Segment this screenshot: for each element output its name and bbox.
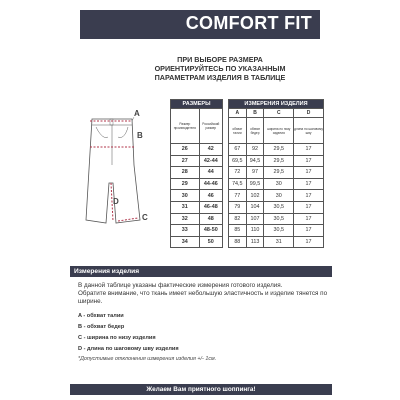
- table-cell: 102: [246, 190, 264, 202]
- table-cell: 26: [171, 144, 200, 156]
- measurement-legend: [78, 311, 218, 355]
- table-cell: 29,5: [264, 167, 294, 179]
- table-cell: 17: [294, 190, 324, 202]
- table-cell: 17: [294, 144, 324, 156]
- legend-item: B - обхват бедер: [78, 324, 125, 330]
- table-cell: 110: [246, 225, 264, 237]
- sub-hips: обхват бедер: [246, 118, 264, 144]
- table-cell: 17: [294, 236, 324, 248]
- table-cell: 97: [246, 167, 264, 179]
- table-cell: 30: [264, 190, 294, 202]
- table-cell: 30: [171, 190, 200, 202]
- table-cell: 99,5: [246, 178, 264, 190]
- letter-d: D: [294, 109, 324, 118]
- table-cell: 48: [199, 213, 222, 225]
- table-cell: 88: [229, 236, 247, 248]
- table-cell: 46: [199, 190, 222, 202]
- table-cell: 79: [229, 201, 247, 213]
- legend-item: A - обхват талии: [78, 313, 124, 319]
- measurement-table-header: ИЗМЕРЕНИЯ ИЗДЕЛИЯ: [229, 100, 324, 109]
- table-cell: 17: [294, 213, 324, 225]
- shorts-diagram: [82, 105, 162, 240]
- intro-line: ОРИЕНТИРУЙТЕСЬ ПО УКАЗАННЫМ: [154, 63, 286, 73]
- label-d: D: [113, 197, 119, 206]
- table-cell: 17: [294, 167, 324, 179]
- table-cell: 30,5: [264, 201, 294, 213]
- table-cell: 42-44: [199, 155, 222, 167]
- table-cell: 17: [294, 155, 324, 167]
- footer-bar: [70, 384, 332, 395]
- table-cell: 17: [294, 225, 324, 237]
- table-cell: 82: [229, 213, 247, 225]
- table-cell: 44: [199, 167, 222, 179]
- table-cell: 113: [246, 236, 264, 248]
- table-cell: 72: [229, 167, 247, 179]
- table-cell: 50: [199, 236, 222, 248]
- paragraph-1: В данной таблице указаны фактические измерения готового изделия.: [78, 282, 283, 289]
- legend-item: C - ширина по низу изделия: [78, 335, 156, 341]
- sub-hem-width: ширина по низу изделия: [264, 118, 294, 144]
- legend-item: D - длина по шаговому шву изделия: [78, 346, 179, 352]
- table-cell: 30: [264, 178, 294, 190]
- col-manufacturer-size: Размер производителя: [171, 109, 200, 144]
- table-cell: 29,5: [264, 155, 294, 167]
- tolerance-note: *Допустимые отклонения измерения изделия +/- 1см.: [78, 356, 217, 362]
- label-c: C: [142, 213, 148, 222]
- label-a: A: [134, 109, 140, 118]
- table-cell: 31: [171, 201, 200, 213]
- sub-inseam: длина по шаговому шву: [294, 118, 324, 144]
- table-cell: 85: [229, 225, 247, 237]
- size-table: [170, 99, 223, 248]
- table-cell: 30,5: [264, 213, 294, 225]
- section-title: Измерения изделия: [74, 267, 140, 275]
- shorts-illustration: [82, 105, 162, 240]
- table-cell: 27: [171, 155, 200, 167]
- table-cell: 46-48: [199, 201, 222, 213]
- table-cell: 30,5: [264, 225, 294, 237]
- table-cell: 107: [246, 213, 264, 225]
- col-russian-size: Российский размер: [199, 109, 222, 144]
- sub-waist: обхват талии: [229, 118, 247, 144]
- table-cell: 104: [246, 201, 264, 213]
- table-cell: 44-46: [199, 178, 222, 190]
- size-table-header: РАЗМЕРЫ: [171, 100, 223, 109]
- table-cell: 28: [171, 167, 200, 179]
- section-title-bar: [70, 266, 332, 277]
- letter-a: A: [229, 109, 247, 118]
- intro-line: ПРИ ВЫБОРЕ РАЗМЕРА: [177, 55, 263, 64]
- table-cell: 42: [199, 144, 222, 156]
- table-cell: 69,5: [229, 155, 247, 167]
- table-cell: 32: [171, 213, 200, 225]
- table-cell: 77: [229, 190, 247, 202]
- intro-text: [150, 56, 290, 82]
- letter-c: C: [264, 109, 294, 118]
- table-cell: 29,5: [264, 144, 294, 156]
- table-cell: 48-50: [199, 225, 222, 237]
- measurement-table: [228, 99, 324, 248]
- letter-b: B: [246, 109, 264, 118]
- brand-banner: [80, 10, 320, 39]
- brand-title: COMFORT FIT: [185, 13, 312, 33]
- paragraph-2: Обратите внимание, что ткань имеет небольшую эластичность и изделие тянется по ширине.: [78, 290, 328, 305]
- table-cell: 31: [264, 236, 294, 248]
- table-cell: 92: [246, 144, 264, 156]
- footer-text: Желаем Вам приятного шоппинга!: [146, 386, 256, 393]
- table-cell: 33: [171, 225, 200, 237]
- table-cell: 29: [171, 178, 200, 190]
- label-b: B: [137, 131, 143, 140]
- table-cell: 67: [229, 144, 247, 156]
- intro-line: ПАРАМЕТРАМ ИЗДЕЛИЯ В ТАБЛИЦЕ: [154, 72, 286, 82]
- table-cell: 17: [294, 178, 324, 190]
- table-cell: 34: [171, 236, 200, 248]
- table-cell: 94,5: [246, 155, 264, 167]
- table-cell: 17: [294, 201, 324, 213]
- table-cell: 74,5: [229, 178, 247, 190]
